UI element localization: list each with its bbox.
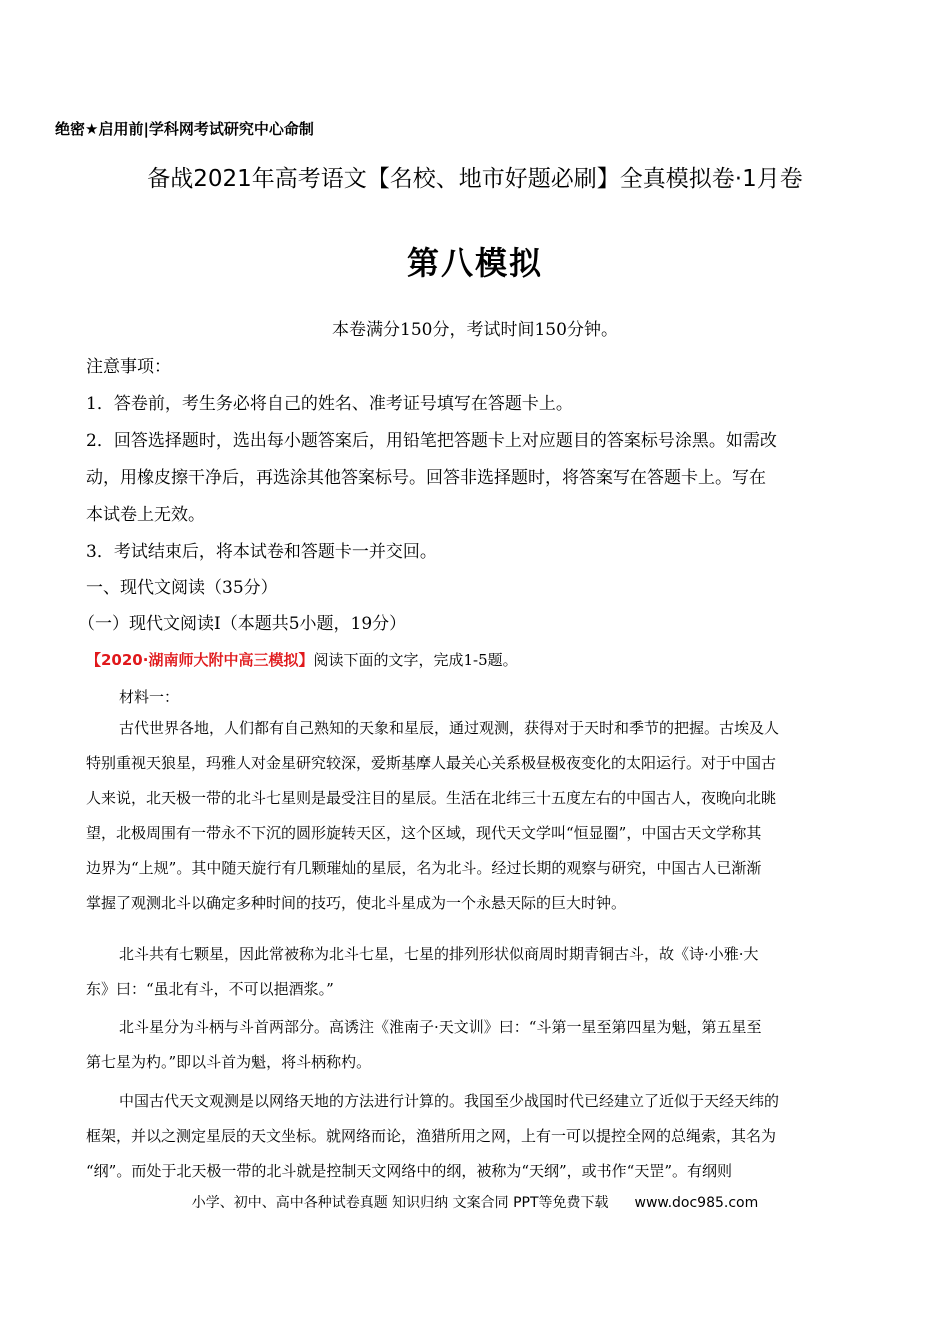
footer-url-link[interactable]: www.doc985.com [634,1195,759,1211]
body-line: 框架，并以之测定星辰的天文坐标。就网络而论，渔猎所用之网，上有一可以提控全网的总绳索，其名为 [86,1127,777,1145]
body-line: “纲”。而处于北天极一带的北斗就是控制天文网络中的纲，被称为“天纲”，或书作“天罡”。有纲则 [86,1162,733,1180]
notice-line: 1．答卷前，考生务必将自己的姓名、准考证号填写在答题卡上。 [86,394,573,414]
body-line: 掌握了观测北斗以确定多种时间的技巧，使北斗星成为一个永悬天际的巨大时钟。 [86,894,627,912]
body-line: 人来说，北天极一带的北斗七星则是最受注目的星辰。生活在北纬三十五度左右的中国古人，夜晚向北眺 [86,789,777,807]
body-line: 望，北极周围有一带永不下沉的圆形旋转天区，这个区域，现代天文学叫“恒显圈”，中国古天文学称其 [86,824,762,842]
body-line: 第七星为杓。”即以斗首为魁，将斗柄称杓。 [86,1053,372,1071]
material-label: 材料一： [119,688,180,706]
page-footer [0,1192,950,1212]
footer-text: 小学、初中、高中各种试卷真题 知识归纳 文案合同 PPT等免费下载 [191,1195,609,1211]
notice-heading: 注意事项： [86,357,171,377]
section-heading: 一、现代文阅读（35分） [86,578,278,598]
notice-line: 2．回答选择题时，选出每小题答案后，用铅笔把答题卡上对应题目的答案标号涂黑。如需改 [86,431,777,451]
body-line: 边界为“上规”。其中随天旋行有几颗璀灿的星辰，名为北斗。经过长期的观察与研究，中国古人已渐渐 [86,859,762,877]
subsection-heading: （一）现代文阅读Ⅰ（本题共5小题，19分） [78,614,407,634]
exam-info: 本卷满分150分，考试时间150分钟。 [332,320,618,340]
body-line: 北斗共有七颗星，因此常被称为北斗七星，七星的排列形状似商周时期青铜古斗，故《诗·小雅·大 [119,945,759,963]
body-line: 北斗星分为斗柄与斗首两部分。高诱注《淮南子·天文训》曰：“斗第一星至第四星为魁，第五星至 [119,1018,762,1036]
confidential-header: 绝密★启用前|学科网考试研究中心命制 [55,120,314,138]
body-line: 古代世界各地，人们都有自己熟知的天象和星辰，通过观测，获得对于天时和季节的把握。古埃及人 [119,719,780,737]
body-line: 东》曰：“虽北有斗，不可以挹酒浆。” [86,980,334,998]
notice-line: 本试卷上无效。 [86,505,205,525]
body-line: 特别重视天狼星，玛雅人对金星研究较深，爱斯基摩人最关心关系极昼极夜变化的太阳运行。对于中国古 [86,754,777,772]
source-instruction: 阅读下面的文字，完成1-5题。 [313,651,518,669]
notice-line: 动，用橡皮擦干净后，再选涂其他答案标号。回答非选择题时，将答案写在答题卡上。写在 [86,468,766,488]
notice-line: 3．考试结束后，将本试卷和答题卡一并交回。 [86,542,437,562]
exam-subtitle: 第八模拟 [406,244,543,282]
exam-title: 备战2021年高考语文【名校、地市好题必刷】全真模拟卷·1月卷 [147,166,803,192]
source-line [86,649,518,670]
source-tag: 【2020·湖南师大附中高三模拟】 [86,651,314,669]
body-line: 中国古代天文观测是以网络天地的方法进行计算的。我国至少战国时代已经建立了近似于天经天纬的 [119,1092,780,1110]
